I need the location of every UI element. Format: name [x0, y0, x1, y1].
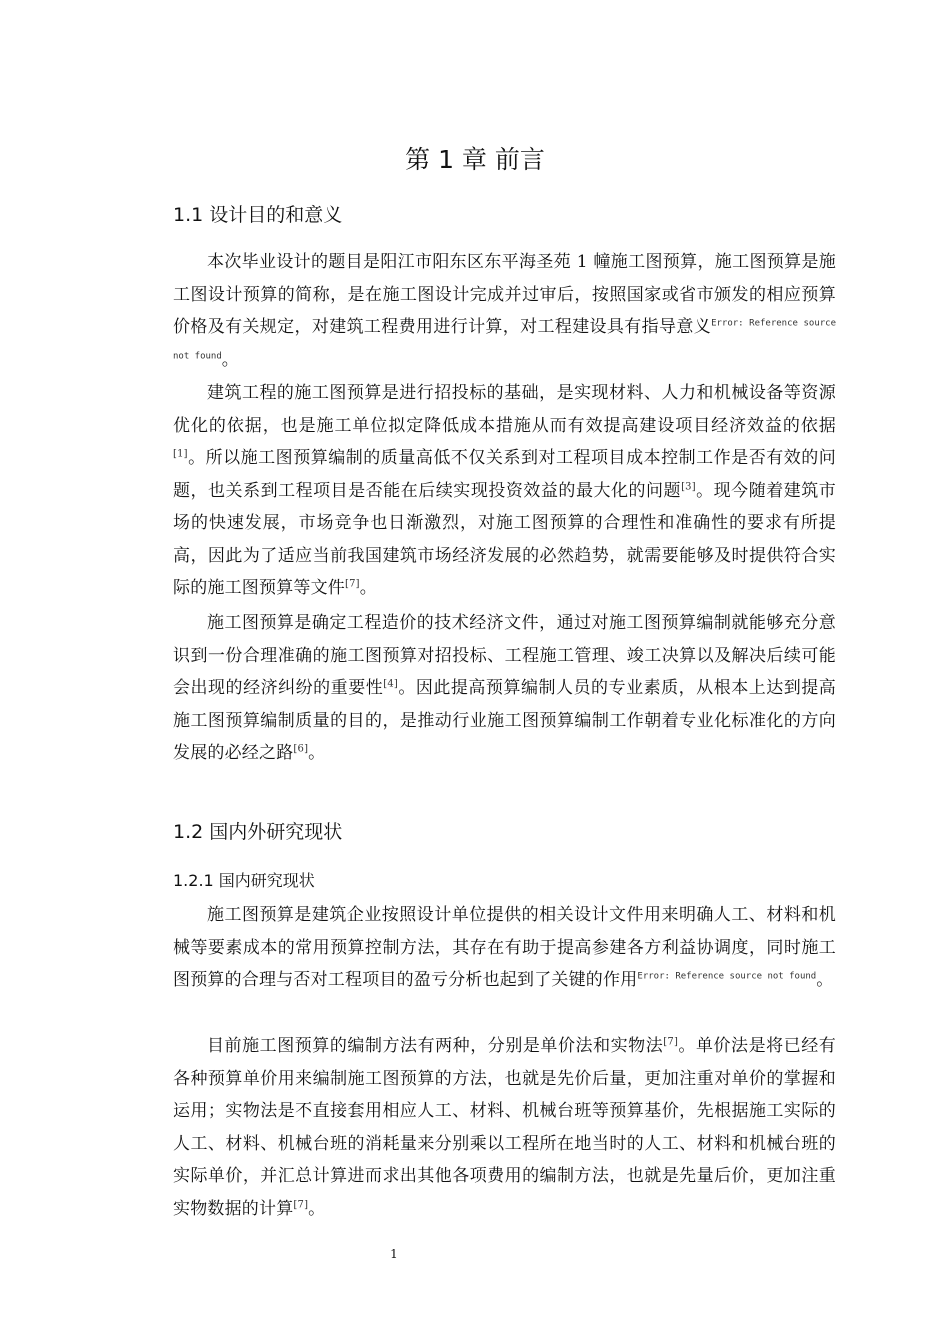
citation-ref: [6] — [293, 743, 309, 755]
citation-ref: [3] — [681, 480, 696, 492]
error-reference: Error: Reference source not found — [173, 318, 837, 361]
paragraph-end: 。 — [221, 349, 239, 370]
section-heading-1-1: 1.1 设计目的和意义 — [173, 204, 343, 226]
paragraph-end: 。 — [308, 743, 326, 763]
paragraph-text: 。所以施工图预算编制的质量高低不仅关系到对工程项目成本控制工作是否有效的问题，也关系到工程项目是否能在后续实现投资效益的最大化的问题 — [173, 448, 836, 501]
paragraph-text: 本次毕业设计的题目是阳江市阳东区东平海圣苑 1 幢施工图预算，施工图预算是施工图设计预算的简称，是在施工图设计完成并过审后，按照国家或省市颁发的相应预算价格及有关规定，对建筑工程费用进行计算，对工程建设具有指导意义 — [173, 252, 836, 337]
paragraph-end: 。 — [359, 578, 377, 598]
error-reference: Error: Reference source not found — [637, 971, 817, 982]
section-heading-1-2: 1.2 国内外研究现状 — [173, 821, 343, 843]
paragraph-1-1-1 — [173, 246, 836, 376]
chapter-title: 第 1 章 前言 — [405, 145, 545, 174]
paragraph-text: 施工图预算是确定工程造价的技术经济文件，通过对施工图预算编制就能够充分意识到一份合理准确的施工图预算对招投标、工程施工管理、竣工决算以及解决后续可能会出现的经济纠纷的重要性 — [173, 613, 836, 698]
paragraph-1-2-1-2 — [173, 1030, 836, 1225]
paragraph-end: 。 — [308, 1198, 326, 1219]
paragraph-1-2-1-1 — [173, 899, 836, 997]
citation-ref: [7] — [293, 1198, 309, 1210]
subsection-heading-1-2-1: 1.2.1 国内研究现状 — [173, 871, 315, 890]
paragraph-text: 施工图预算是建筑企业按照设计单位提供的相关设计文件用来明确人工、材料和机械等要素成本的常用预算控制方法，其存在有助于提高参建各方利益协调度，同时施工图预算的合理与否对工程项目的盈亏分析也起到了关键的作用 — [173, 905, 836, 990]
citation-ref: [4] — [383, 678, 399, 690]
citation-ref: [1] — [173, 448, 188, 460]
paragraph-1-1-2 — [173, 377, 836, 605]
paragraph-text: 。现今随着建筑市场的快速发展，市场竞争也日渐激烈，对施工图预算的合理性和准确性的要求有所提高，因此为了适应当前我国建筑市场经济发展的必然趋势，就需要能够及时提供符合实际的施工图预算等文件 — [173, 480, 836, 598]
paragraph-text: 建筑工程的施工图预算是进行招投标的基础，是实现材料、人力和机械设备等资源优化的依据，也是施工单位拟定降低成本措施从而有效提高建设项目经济效益的依据 — [173, 383, 836, 436]
paragraph-end: 。 — [816, 970, 834, 990]
paragraph-text: 。因此提高预算编制人员的专业素质，从根本上达到提高施工图预算编制质量的目的，是推动行业施工图预算编制工作朝着专业化标准化的方向发展的必经之路 — [173, 678, 837, 763]
paragraph-text: 目前施工图预算的编制方法有两种，分别是单价法和实物法 — [207, 1036, 664, 1056]
paragraph-text: 。单价法是将已经有各种预算单价用来编制施工图预算的方法，也就是先价后量，更加注重对单价的掌握和运用；实物法是不直接套用相应人工、材料、机械台班等预算基价，先根据施工实际的人工、材料、机械台班的消耗量来分别乘以工程所在地当时的人工、材料和机械台班的实际单价，并汇总计算进而求出其他各项费用的编制方法，也就是先量后价，更加注重实物数据的计算 — [173, 1036, 836, 1219]
citation-ref: [7] — [663, 1036, 679, 1048]
citation-ref: [7] — [345, 578, 360, 590]
page-number: 1 — [390, 1247, 398, 1261]
paragraph-1-1-3 — [173, 607, 836, 770]
